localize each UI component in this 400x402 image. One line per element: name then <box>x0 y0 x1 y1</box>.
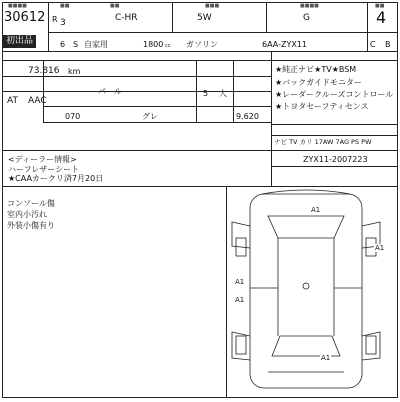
frame-line <box>43 106 271 107</box>
frame-line <box>266 2 267 32</box>
shift-unit: S <box>73 40 79 49</box>
notes-line: ハーフレザーシート <box>8 165 80 174</box>
interior-score: C <box>370 40 376 49</box>
frame-line <box>2 150 398 151</box>
frame-line <box>2 60 398 61</box>
damage-mark: A1 <box>321 354 331 362</box>
lot-number: 30612 <box>4 10 46 25</box>
inspector-line: コンソール傷 <box>7 199 55 208</box>
damage-mark: A1 <box>311 206 321 214</box>
mileage: 73.816 <box>28 66 60 76</box>
transmission: AT <box>7 96 18 106</box>
mileage-unit: km <box>68 67 81 76</box>
frame-line <box>2 2 3 398</box>
equipment-spec-line: ナビ TV カリ 17AW 7AG PS PW <box>274 138 372 146</box>
caption: ■■■ <box>205 3 220 9</box>
frame-line <box>271 150 272 186</box>
equipment-item: ★レーダークルーズコントロール <box>275 90 394 99</box>
cc-unit: cc <box>165 43 171 49</box>
exterior-score: B <box>385 40 391 49</box>
price: 9.620 <box>236 112 259 121</box>
model-code: 6AA-ZYX11 <box>262 40 307 49</box>
frame-line <box>367 2 368 52</box>
equipment-item: ★純正ナビ★TV★BSM <box>275 65 357 74</box>
chassis-number: ZYX11-2007223 <box>303 155 368 164</box>
grade: G <box>303 13 310 23</box>
equipment-item: ★トヨタセーフティセンス <box>275 102 369 111</box>
seats-unit: 人 <box>219 89 227 98</box>
first-owner-badge: 初出品 <box>3 35 36 48</box>
frame-line <box>48 2 49 52</box>
shift-number: 6 <box>60 40 66 49</box>
model-name: C-HR <box>115 13 138 23</box>
frame-line <box>48 32 398 33</box>
frame-line <box>2 51 398 52</box>
damage-mark: A1 <box>375 244 385 252</box>
frame-line <box>172 2 173 32</box>
door-count: 5W <box>197 13 212 23</box>
damage-mark: A1 <box>235 278 245 286</box>
damage-diagram <box>228 186 396 398</box>
frame-line <box>2 76 271 77</box>
caption: ■■ <box>375 3 385 9</box>
frame-line <box>271 166 398 167</box>
frame-line <box>271 135 398 136</box>
seats: 5 <box>203 89 209 98</box>
displacement: 1800 <box>143 40 164 49</box>
damage-mark: A1 <box>235 296 245 304</box>
notes-line: ★CAAカークリ済7月20日 <box>8 174 104 183</box>
auction-score: 4 <box>376 8 387 27</box>
year-prefix: R <box>52 15 58 24</box>
frame-line <box>43 122 271 123</box>
frame-line <box>226 186 227 398</box>
frame-line <box>271 124 398 125</box>
car-outline-drawing <box>228 186 396 398</box>
model-year: 3 <box>60 18 66 28</box>
caption: ■■ <box>110 3 120 9</box>
inspector-line: 外装小傷有り <box>7 221 55 230</box>
usage: 自家用 <box>84 40 108 49</box>
body-color: パール <box>98 87 122 96</box>
fuel-type: ガソリン <box>186 40 218 49</box>
frame-line <box>397 2 398 398</box>
aircon: AAC <box>28 96 47 106</box>
interior-color: グレ <box>142 112 158 121</box>
notes-line: <ディーラー情報> <box>8 155 77 164</box>
caption: ■■■■ <box>300 3 319 9</box>
equipment-item: ★バックガイドモニター <box>275 78 362 87</box>
frame-line <box>2 91 271 92</box>
caption: ■■■■ <box>8 3 27 9</box>
caption: ■■ <box>60 3 70 9</box>
color-code: 070 <box>65 112 81 121</box>
inspector-line: 室内小汚れ <box>7 210 47 219</box>
